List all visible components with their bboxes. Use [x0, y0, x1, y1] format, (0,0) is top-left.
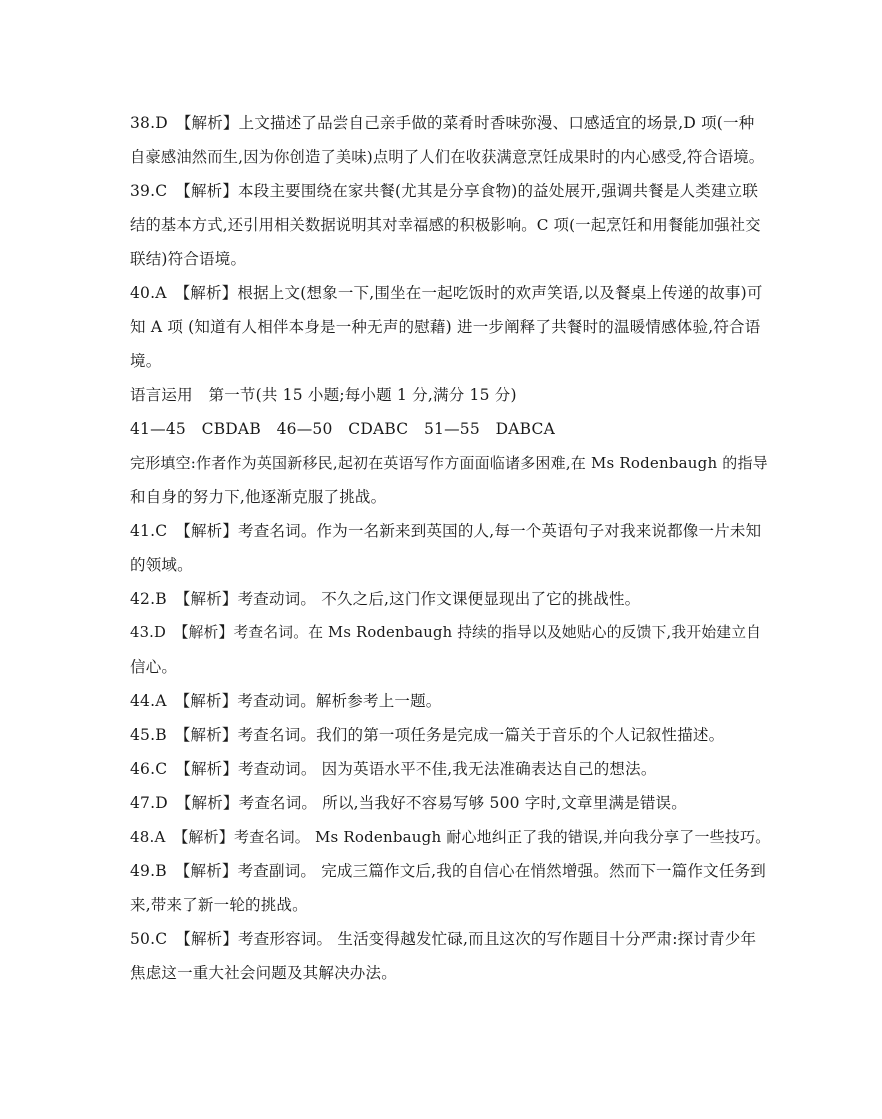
- text-line: 境。: [130, 352, 162, 370]
- text-line: 的领域。: [130, 556, 193, 574]
- text-line: 自豪感油然而生,因为你创造了美味)点明了人们在收获满意烹饪成果时的内心感受,符合语境。: [130, 148, 765, 166]
- text-line: 41.C 【解析】考查名词。作为一名新来到英国的人,每一个英语句子对我来说都像一片未知: [130, 522, 762, 540]
- text-line: 来,带来了新一轮的挑战。: [130, 896, 308, 914]
- text-line: 45.B 【解析】考查名词。我们的第一项任务是完成一篇关于音乐的个人记叙性描述。: [130, 726, 725, 744]
- text-line: 47.D 【解析】考查名词。 所以,当我好不容易写够 500 字时,文章里满是错误。: [130, 794, 687, 812]
- text-line: 结的基本方式,还引用相关数据说明其对幸福感的积极影响。C 项(一起烹饪和用餐能加强社交: [130, 216, 761, 234]
- text-line: 40.A 【解析】根据上文(想象一下,围坐在一起吃饭时的欢声笑语,以及餐桌上传递的故事)可: [130, 284, 763, 302]
- text-line: 知 A 项 (知道有人相伴本身是一种无声的慰藉) 进一步阐释了共餐时的温暖情感体验,符合语: [130, 318, 761, 336]
- section-heading: 语言运用 第一节(共 15 小题;每小题 1 分,满分 15 分): [130, 386, 517, 404]
- text-line: 焦虑这一重大社会问题及其解决办法。: [130, 964, 397, 982]
- text-line: 43.D 【解析】考查名词。在 Ms Rodenbaugh 持续的指导以及她贴心的反馈下,我开始建立自: [130, 624, 762, 641]
- text-line: 46.C 【解析】考查动词。 因为英语水平不佳,我无法准确表达自己的想法。: [130, 760, 657, 778]
- text-line: 完形填空:作者作为英国新移民,起初在英语写作方面面临诸多困难,在 Ms Rodenbaugh 的指导: [130, 454, 768, 472]
- text-line: 42.B 【解析】考查动词。 不久之后,这门作文课便显现出了它的挑战性。: [130, 590, 641, 608]
- text-line: 44.A 【解析】考查动词。解析参考上一题。: [130, 692, 442, 710]
- answer-summary: 41—45 CBDAB 46—50 CDABC 51—55 DABCA: [130, 420, 555, 438]
- text-line: 38.D 【解析】上文描述了品尝自己亲手做的菜肴时香味弥漫、口感适宜的场景,D 项(一种: [130, 114, 755, 132]
- text-line: 50.C 【解析】考查形容词。 生活变得越发忙碌,而且这次的写作题目十分严肃:探讨青少年: [130, 930, 757, 948]
- text-line: 信心。: [130, 658, 178, 676]
- text-line: 49.B 【解析】考查副词。 完成三篇作文后,我的自信心在悄然增强。然而下一篇作文任务到: [130, 862, 766, 880]
- text-line: 39.C 【解析】本段主要围绕在家共餐(尤其是分享食物)的益处展开,强调共餐是人类建立联: [130, 182, 759, 200]
- text-line: 48.A 【解析】考查名词。 Ms Rodenbaugh 耐心地纠正了我的错误,并向我分享了一些技巧。: [130, 828, 771, 846]
- text-line: 和自身的努力下,他逐渐克服了挑战。: [130, 488, 387, 506]
- text-line: 联结)符合语境。: [130, 250, 247, 268]
